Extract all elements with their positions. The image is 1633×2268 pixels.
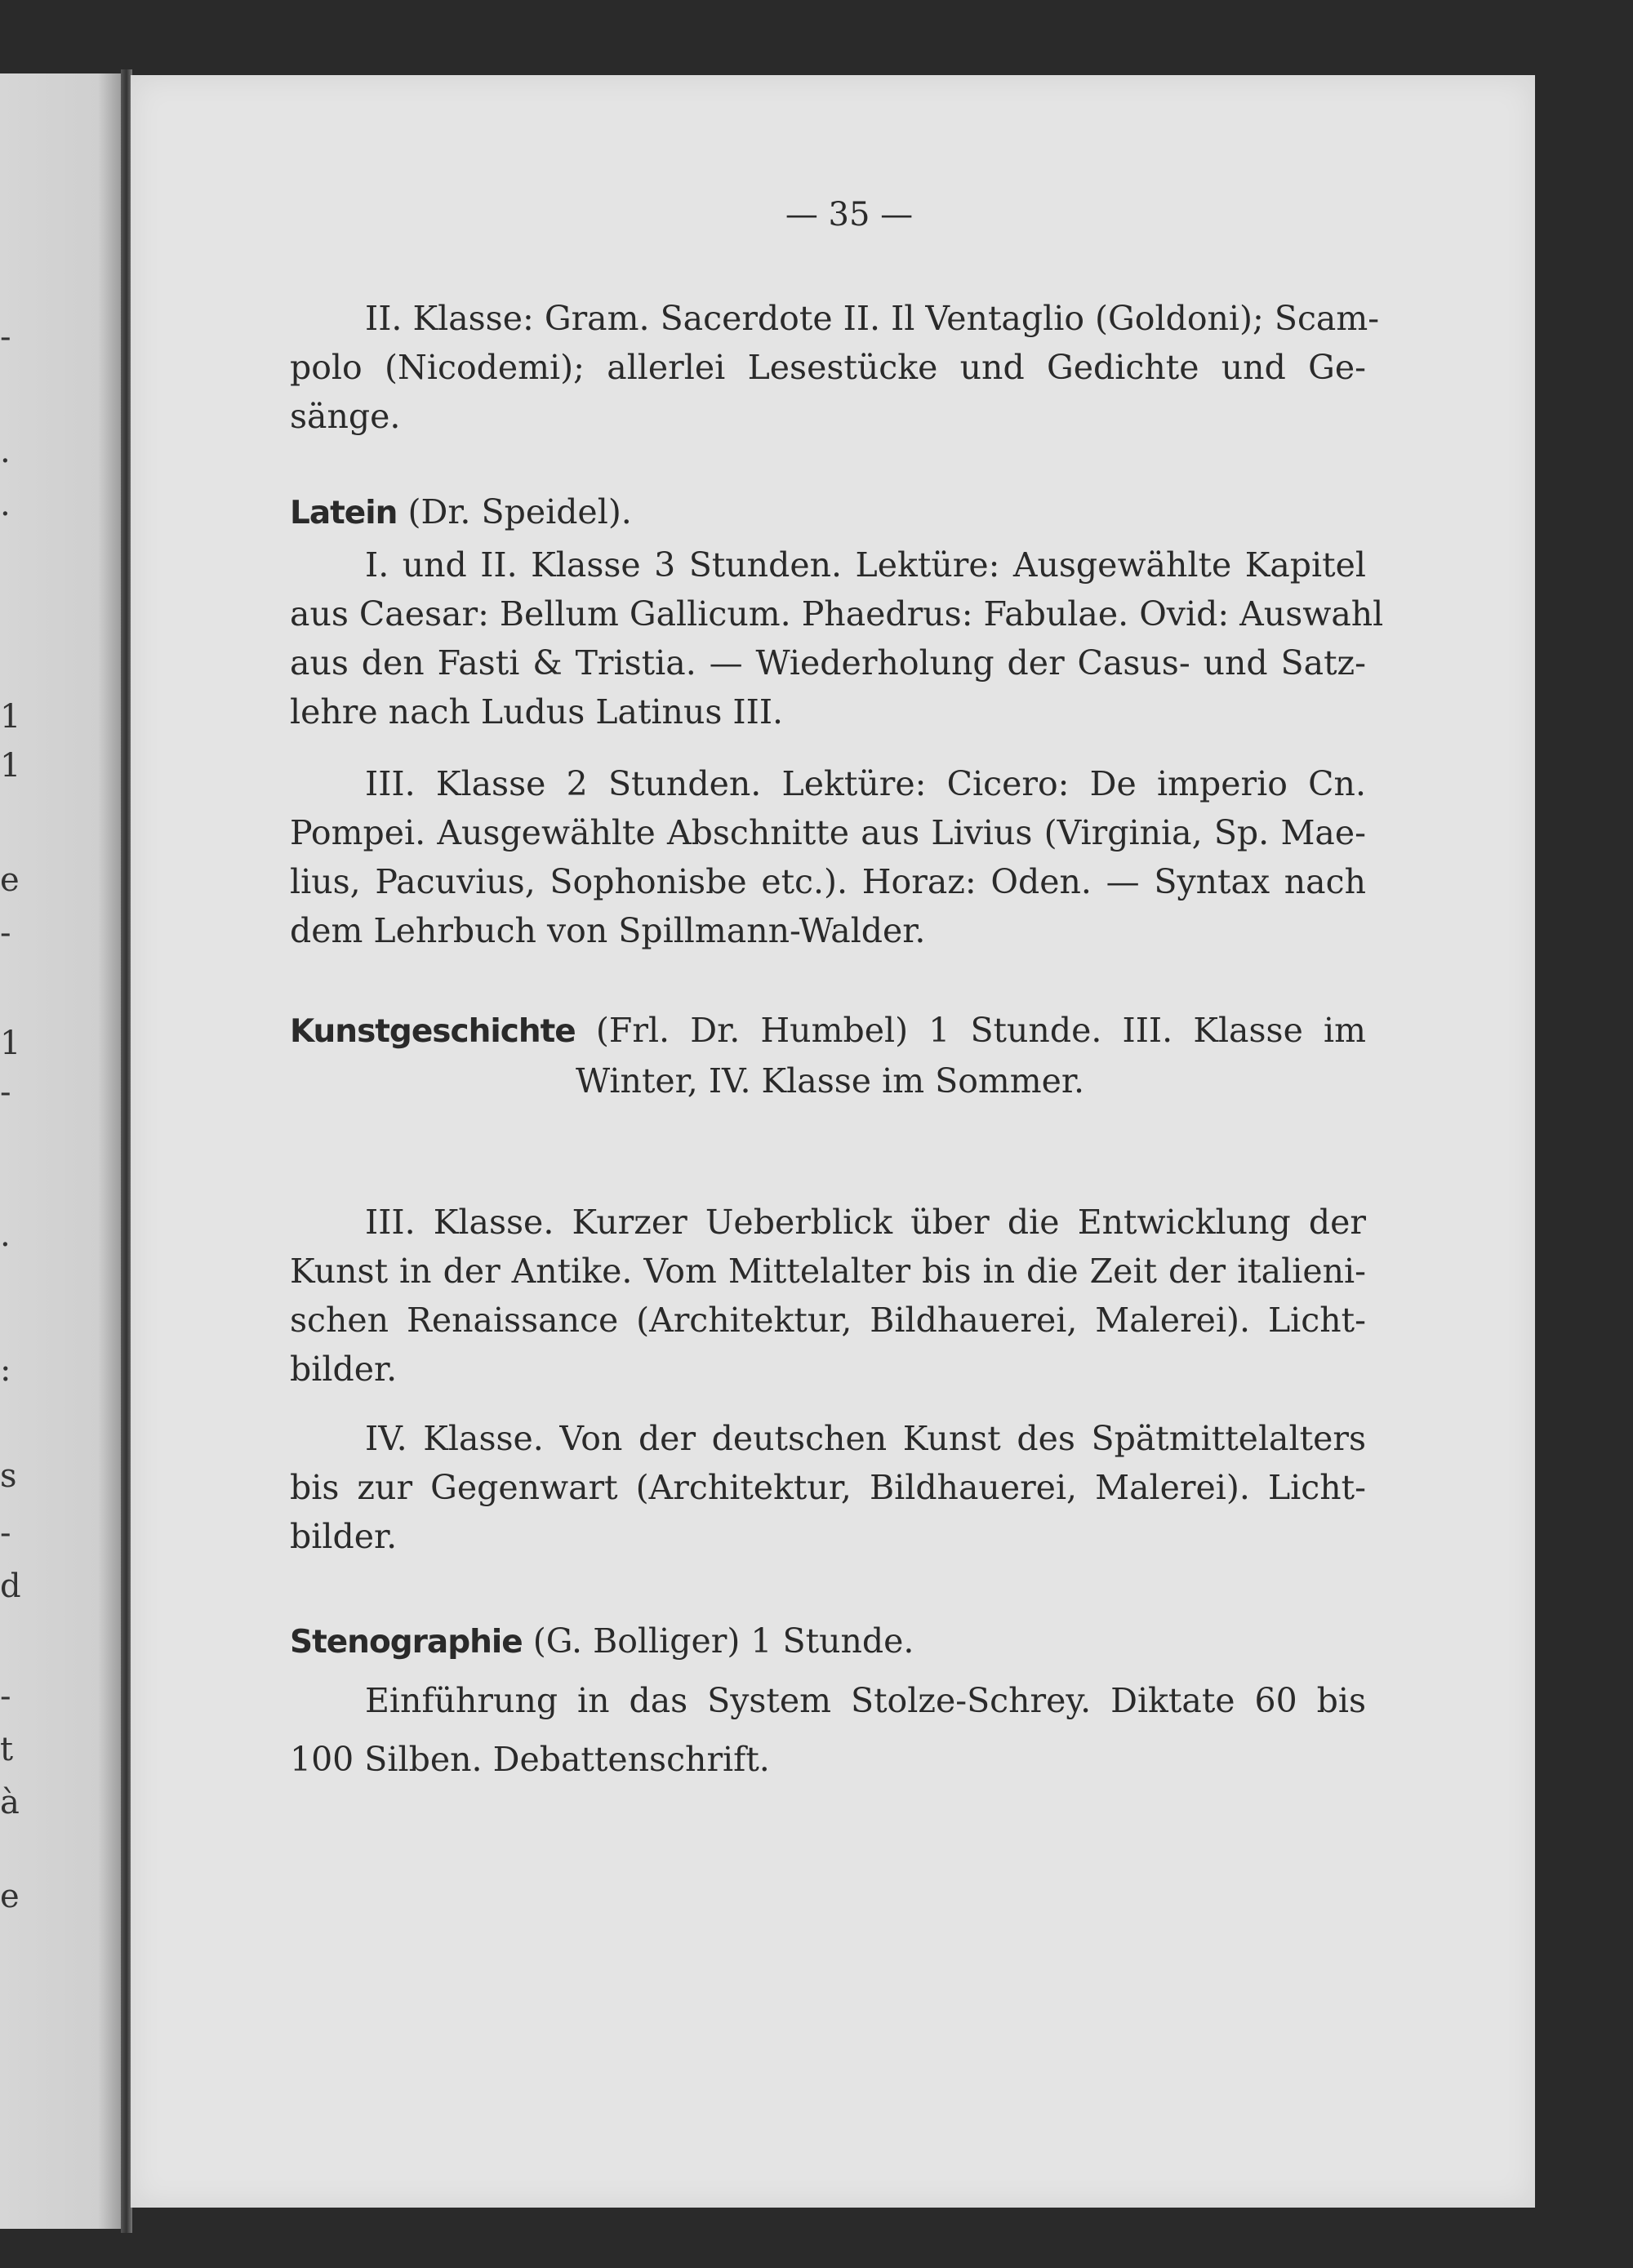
section-title-stenographie: Stenographie <box>290 1624 523 1661</box>
text-line: lius, Pacuvius, Sophonisbe etc.). Horaz: Oden. — Syntax nach <box>290 862 1366 901</box>
facing-page-edge <box>0 73 122 2229</box>
margin-char: - <box>0 914 11 952</box>
book-page <box>131 75 1535 2208</box>
text-line: III. Klasse 2 Stunden. Lektüre: Cicero: De imperio Cn. <box>365 764 1366 803</box>
text-line: bilder. <box>290 1350 398 1389</box>
margin-char: - <box>0 1678 11 1715</box>
text-line: bis zur Gegenwart (Architektur, Bildhauerei, Malerei). Licht- <box>290 1468 1366 1507</box>
margin-char: 1 <box>0 747 21 785</box>
text-line: schen Renaissance (Architektur, Bildhauerei, Malerei). Licht- <box>290 1301 1366 1340</box>
section-teacher: (G. Bolliger) 1 Stunde. <box>532 1621 914 1661</box>
margin-char: : <box>0 1351 11 1389</box>
page-number: — 35 — <box>785 196 914 233</box>
margin-char: - <box>0 1074 11 1111</box>
section-title-kunstgeschichte: Kunstgeschichte <box>290 1013 576 1050</box>
margin-char: . <box>0 1216 11 1254</box>
text-line: polo (Nicodemi); allerlei Lesestücke und Gedichte und Ge- <box>290 348 1366 387</box>
text-line: Pompei. Ausgewählte Abschnitte aus Livius (Virginia, Sp. Mae- <box>290 813 1366 852</box>
latein-paragraph-1 <box>290 540 1384 736</box>
text-line: aus Caesar: Bellum Gallicum. Phaedrus: Fabulae. Ovid: Auswahl <box>290 594 1384 634</box>
margin-char: d <box>0 1568 21 1605</box>
text-line: lehre nach Ludus Latinus III. <box>290 692 784 732</box>
section-heading <box>290 1006 1366 1056</box>
text-line: 100 Silben. Debattenschrift. <box>290 1740 770 1779</box>
kunstgeschichte-heading <box>290 1006 1366 1105</box>
margin-char: 1 <box>0 698 21 736</box>
margin-char: s <box>0 1457 17 1495</box>
text-line: bilder. <box>290 1517 398 1556</box>
text-line: III. Klasse. Kurzer Ueberblick über die Entwicklung der <box>365 1203 1366 1242</box>
text-line: dem Lehrbuch von Spillmann-Walder. <box>290 911 926 950</box>
latein-section <box>290 487 1366 538</box>
text-line: sänge. <box>290 397 401 436</box>
margin-char: e <box>0 1878 20 1915</box>
text-line: Winter, IV. Klasse im Sommer. <box>576 1061 1085 1101</box>
italian-class-2-paragraph <box>290 294 1380 441</box>
latein-paragraph-2 <box>290 759 1366 955</box>
section-teacher: (Dr. Speidel). <box>407 492 632 531</box>
text-line: Einführung in das System Stolze-Schrey. Diktate 60 bis <box>365 1681 1366 1720</box>
kunstgeschichte-paragraph-1 <box>290 1198 1366 1394</box>
stenographie-section <box>290 1617 1366 1667</box>
text-line: I. und II. Klasse 3 Stunden. Lektüre: Ausgewählte Kapitel <box>365 545 1366 585</box>
stenographie-paragraph <box>290 1671 1366 1789</box>
section-heading <box>290 1617 1366 1667</box>
section-teacher: (Frl. Dr. Humbel) 1 Stunde. III. Klasse im <box>595 1011 1366 1050</box>
facing-page-margin-characters <box>0 73 24 2229</box>
section-title-latein: Latein <box>290 495 398 531</box>
margin-char: - <box>0 1514 11 1552</box>
text-line: Kunst in der Antike. Vom Mittelalter bis in die Zeit der italieni- <box>290 1252 1366 1291</box>
margin-char: à <box>0 1784 20 1821</box>
section-heading <box>290 487 1366 538</box>
kunstgeschichte-paragraph-2 <box>290 1414 1366 1561</box>
text-line: II. Klasse: Gram. Sacerdote II. Il Ventaglio (Goldoni); Scam- <box>365 299 1380 338</box>
margin-char: . <box>0 486 11 523</box>
margin-char: t <box>0 1731 14 1768</box>
margin-char: e <box>0 861 20 899</box>
margin-char: - <box>0 318 11 356</box>
margin-char: 1 <box>0 1025 21 1062</box>
text-line: IV. Klasse. Von der deutschen Kunst des Spätmittelalters <box>365 1419 1366 1458</box>
margin-char: . <box>0 433 11 470</box>
text-line: aus den Fasti & Tristia. — Wiederholung der Casus- und Satz- <box>290 643 1366 683</box>
